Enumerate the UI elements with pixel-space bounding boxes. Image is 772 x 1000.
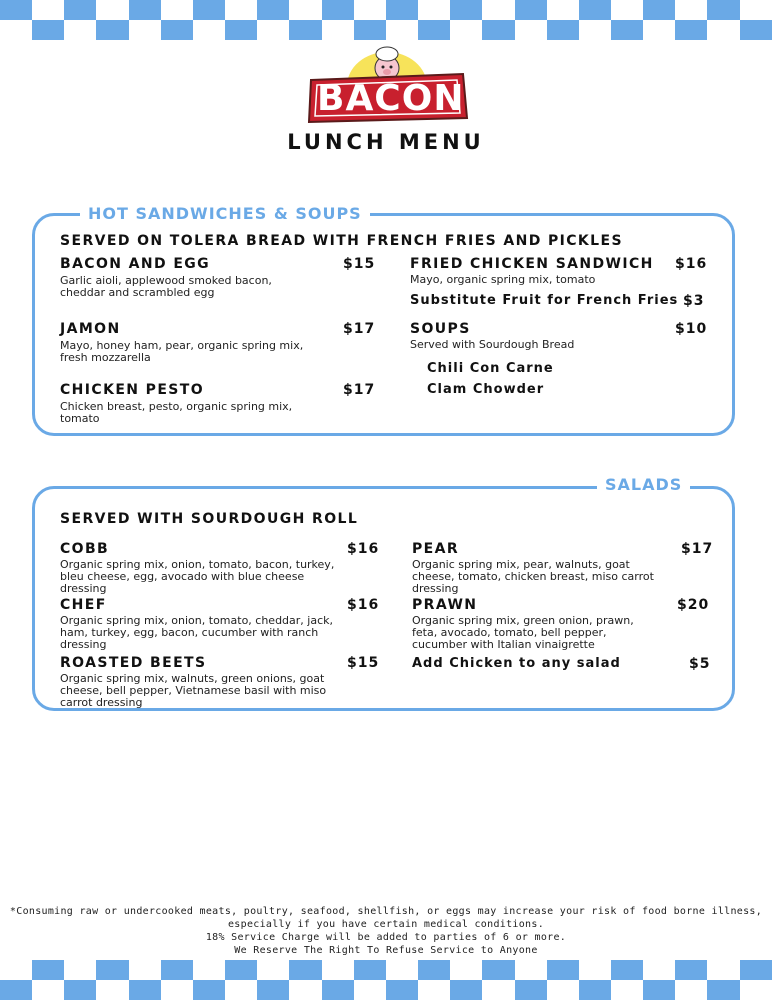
item-name: ROASTED BEETS [60,655,207,671]
substitute-price: $3 [683,293,705,309]
checker-square [450,0,482,20]
checker-square [96,980,128,1000]
checker-square [482,980,514,1000]
checker-square [386,980,418,1000]
item-price: $20 [677,597,710,613]
checker-square [547,980,579,1000]
checker-square [257,20,289,40]
checker-square [354,20,386,40]
checker-square [289,960,321,980]
checker-square [515,0,547,20]
checker-square [193,980,225,1000]
checker-square [257,980,289,1000]
item-description: Chicken breast, pesto, organic spring mix, tomato [60,400,293,425]
bottom-checker-border [0,960,772,1000]
checker-square [450,20,482,40]
checker-square [322,960,354,980]
checker-square [611,960,643,980]
checker-row [0,0,32,20]
checker-square [289,980,321,1000]
item-description: Organic spring mix, walnuts, green onions, goat cheese, bell pepper, Vietnamese basil with miso carrot dressing [60,672,327,709]
footer-line: especially if you have certain medical conditions. [227,919,545,930]
checker-square [450,980,482,1000]
checker-square [675,980,707,1000]
item-price: $16 [675,256,708,272]
item-price: $17 [343,321,376,337]
checker-square [418,20,450,40]
logo-text: BACON [317,78,465,119]
add-on-label: Add Chicken to any salad [412,656,621,671]
checker-square [289,0,321,20]
item-price: $15 [347,655,380,671]
bacon-logo [303,40,471,132]
hot-section-label: HOT SANDWICHES & SOUPS [80,204,370,224]
checker-row [0,980,32,1000]
salads-section-label: SALADS [597,475,690,495]
checker-square [707,980,739,1000]
item-description: Organic spring mix, onion, tomato, bacon, turkey, bleu cheese, egg, avocado with blue cheese dressing [60,558,335,595]
footer-line: 18% Service Charge will be added to parties of 6 or more. [205,932,567,943]
item-price: $16 [347,541,380,557]
checker-square [579,0,611,20]
item-description: Organic spring mix, pear, walnuts, goat cheese, tomato, chicken breast, miso carrot dressing [412,558,654,595]
item-name: SOUPS [410,321,471,337]
checker-square [740,960,772,980]
checker-square [161,980,193,1000]
checker-square [96,0,128,20]
checker-square [0,0,32,20]
top-checker-border [0,0,772,40]
item-description: Served with Sourdough Bread [410,338,575,351]
checker-square [129,980,161,1000]
checker-square [129,960,161,980]
item-price: $10 [675,321,708,337]
substitute-label: Substitute Fruit for French Fries [410,293,679,308]
checker-square [193,20,225,40]
checker-square [161,0,193,20]
checker-square [579,960,611,980]
checker-square [643,0,675,20]
checker-row [0,960,32,980]
checker-square [579,980,611,1000]
checker-square [64,960,96,980]
checker-square [257,960,289,980]
checker-row [0,20,32,40]
checker-square [0,20,32,40]
checker-square [129,0,161,20]
checker-square [193,960,225,980]
checker-square [161,20,193,40]
checker-square [257,0,289,20]
checker-square [0,980,32,1000]
checker-square [96,960,128,980]
item-price: $17 [343,382,376,398]
item-description: Mayo, honey ham, pear, organic spring mix, fresh mozzarella [60,339,304,364]
soup-option: Chili Con Carne [427,361,554,376]
checker-square [354,960,386,980]
soup-option: Clam Chowder [427,382,545,397]
item-name: PRAWN [412,597,478,613]
checker-square [32,960,64,980]
checker-square [96,20,128,40]
checker-square [611,0,643,20]
checker-square [707,960,739,980]
checker-square [418,980,450,1000]
checker-square [386,20,418,40]
item-description: Organic spring mix, green onion, prawn, feta, avocado, tomato, bell pepper, cucumber with Italian vinaigrette [412,614,634,651]
checker-square [0,960,32,980]
item-price: $17 [681,541,714,557]
checker-square [643,960,675,980]
checker-square [740,20,772,40]
checker-square [740,980,772,1000]
footer-line: We Reserve The Right To Refuse Service to Anyone [234,945,538,956]
checker-square [129,20,161,40]
checker-square [322,980,354,1000]
checker-square [64,0,96,20]
checker-square [225,960,257,980]
item-description: Garlic aioli, applewood smoked bacon, cheddar and scrambled egg [60,274,272,299]
checker-square [386,960,418,980]
checker-square [482,20,514,40]
checker-square [515,960,547,980]
item-name: COBB [60,541,110,557]
item-description: Organic spring mix, onion, tomato, cheddar, jack, ham, turkey, egg, bacon, cucumber with ranch dressing [60,614,334,651]
checker-square [482,0,514,20]
item-name: BACON AND EGG [60,256,211,272]
checker-square [225,0,257,20]
checker-square [547,0,579,20]
hot-section-subtitle: SERVED ON TOLERA BREAD WITH FRENCH FRIES AND PICKLES [60,233,623,249]
checker-square [611,980,643,1000]
checker-square [675,0,707,20]
page-title: LUNCH MENU [287,130,485,154]
checker-square [225,20,257,40]
checker-square [161,960,193,980]
checker-square [193,0,225,20]
checker-square [64,980,96,1000]
checker-square [740,0,772,20]
item-name: FRIED CHICKEN SANDWICH [410,256,654,272]
checker-square [386,0,418,20]
checker-square [32,0,64,20]
checker-square [354,0,386,20]
checker-square [515,980,547,1000]
checker-square [322,20,354,40]
checker-square [643,980,675,1000]
item-price: $15 [343,256,376,272]
item-name: CHICKEN PESTO [60,382,205,398]
item-name: PEAR [412,541,460,557]
checker-square [579,20,611,40]
checker-square [225,980,257,1000]
checker-square [643,20,675,40]
checker-square [611,20,643,40]
checker-square [450,960,482,980]
checker-square [322,0,354,20]
checker-square [418,960,450,980]
checker-square [675,20,707,40]
checker-square [675,960,707,980]
footer-line: *Consuming raw or undercooked meats, poultry, seafood, shellfish, or eggs may increase your risk of food borne illness, [9,906,763,917]
footer-disclaimer [0,905,772,957]
checker-square [289,20,321,40]
checker-square [32,980,64,1000]
checker-square [354,980,386,1000]
checker-square [64,20,96,40]
salads-subtitle: SERVED WITH SOURDOUGH ROLL [60,511,359,527]
checker-square [32,20,64,40]
item-name: JAMON [60,321,121,337]
checker-square [515,20,547,40]
checker-square [707,20,739,40]
checker-square [547,960,579,980]
add-on-price: $5 [689,656,711,672]
checker-square [418,0,450,20]
checker-square [707,0,739,20]
checker-square [547,20,579,40]
checker-square [482,960,514,980]
item-name: CHEF [60,597,107,613]
item-price: $16 [347,597,380,613]
item-description: Mayo, organic spring mix, tomato [410,273,596,286]
